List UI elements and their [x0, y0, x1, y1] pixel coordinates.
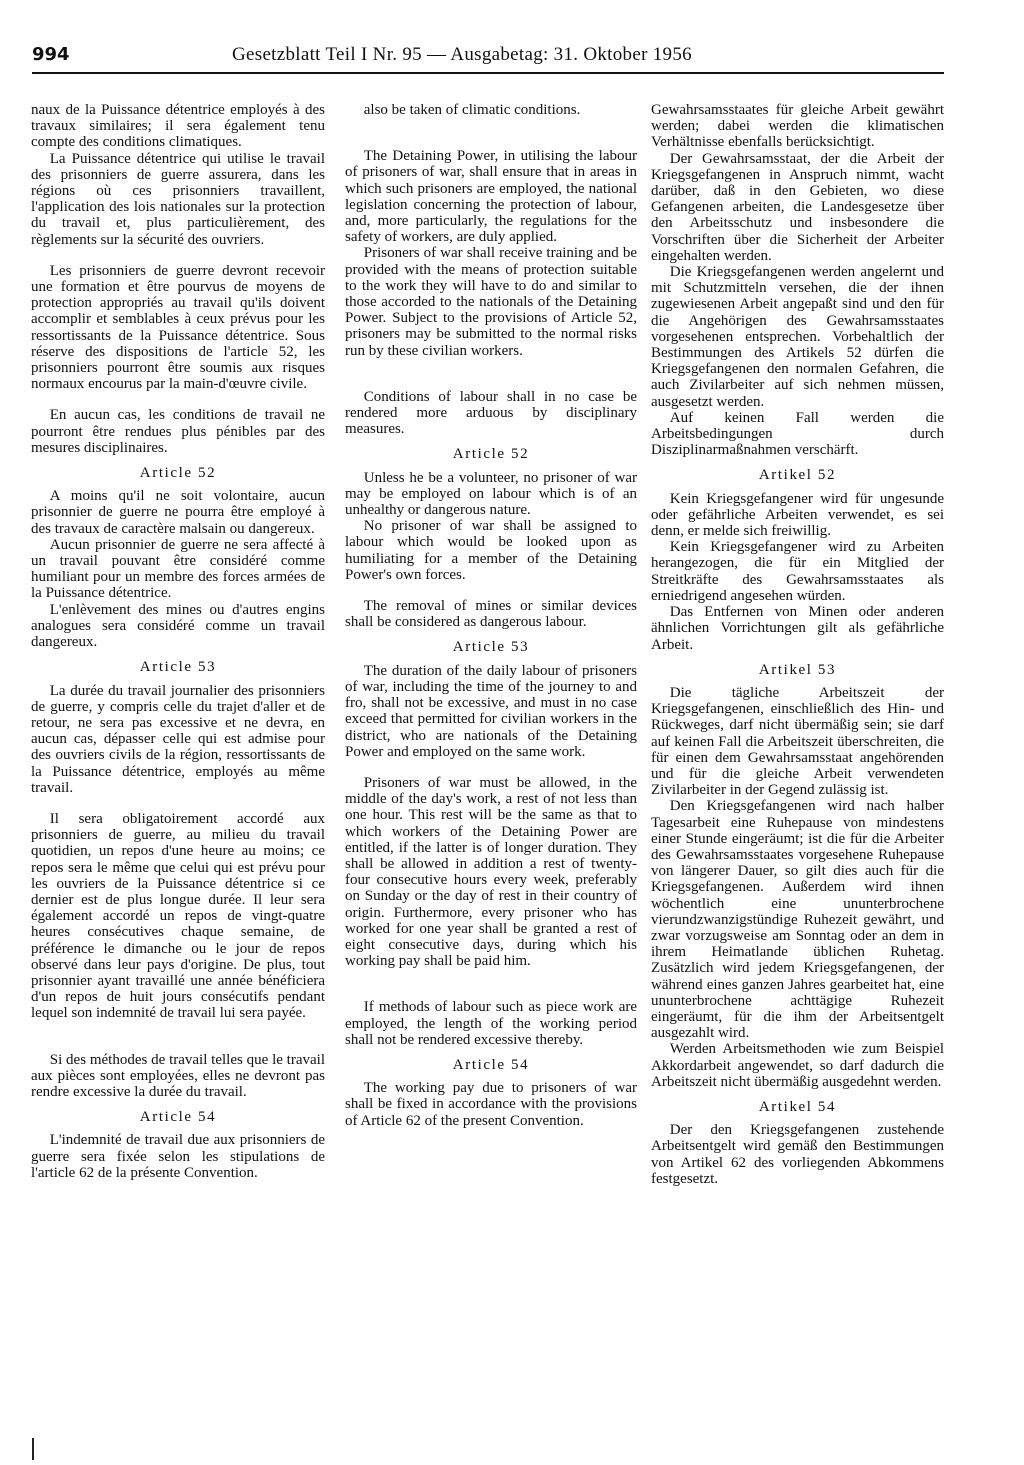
paragraph: La Puissance détentrice qui utilise le travail des prisonniers de guerre assurera, dans les régions où ces prisonniers travaillent, l'application des lois nationales sur la protection du travail et, plus particulièrement, des règlements sur la sécurité des ouvriers.	[31, 150, 325, 248]
paragraph: Der den Kriegsgefangenen zustehende Arbeitsentgelt wird gemäß den Bestimmungen von Artikel 62 des vorliegenden Abkommens festgesetzt.	[651, 1122, 944, 1187]
margin-mark	[32, 1438, 34, 1460]
article-heading: Article 54	[139, 1109, 217, 1126]
paragraph: La durée du travail journalier des prisonniers de guerre, y compris celle du trajet d'aller et de retour, ne sera pas excessive et ne devra, en aucun cas, dépasser celle qui est admise pour des ouvriers civils de la région, ressortissants de la Puissance détentrice, employés au même travail.	[31, 682, 325, 796]
paragraph: Kein Kriegsgefangener wird für ungesunde oder gefährliche Arbeiten verwendet, es sei denn, er melde sich freiwillig.	[651, 490, 944, 540]
article-heading: Artikel 54	[758, 1098, 837, 1115]
paragraph: Conditions of labour shall in no case be rendered more arduous by disciplinary measures.	[345, 388, 637, 438]
paragraph: Die Kriegsgefangenen werden angelernt und mit Schutzmitteln versehen, die der ihnen zugewiesenen Arbeit angepaßt sind und den für die Angehörigen des Gewahrsamsstaates vorgesehenen entsprechen. Vorbehaltlich der Bestimmungen des Artikels 52 dürfen die Kriegsgefangenen den normalen Gefahren, die auch Zivilarbeiter auf sich nehmen müssen, ausgesetzt werden.	[651, 264, 944, 410]
paragraph: The Detaining Power, in utilising the labour of prisoners of war, shall ensure that in areas in which such prisoners are employed, the national legislation concerning the protection of labour, and, more particularly, the regulations for the safety of workers, are duly applied.	[345, 148, 637, 246]
paragraph: Aucun prisonnier de guerre ne sera affecté à un travail pouvant être considéré comme humiliant pour un membre des forces armées de la Puissance détentrice.	[31, 536, 325, 602]
article-heading: Article 53	[139, 659, 217, 676]
paragraph: Si des méthodes de travail telles que le travail aux pièces sont employées, elles ne devront pas rendre excessive la durée du travail.	[31, 1051, 325, 1100]
paragraph: A moins qu'il ne soit volontaire, aucun prisonnier de guerre ne pourra être employé à des travaux de caractère malsain ou dangereux.	[31, 488, 325, 537]
paragraph: L'enlèvement des mines ou d'autres engins analogues sera considéré comme un travail dangereux.	[31, 601, 325, 651]
paragraph: No prisoner of war shall be assigned to labour which would be looked upon as humiliating for a member of the Detaining Power's own forces.	[345, 518, 637, 583]
paragraph: Werden Arbeitsmethoden wie zum Beispiel Akkordarbeit angewendet, so darf dadurch die Arbeitszeit nicht übermäßig ausgedehnt werden.	[651, 1041, 944, 1090]
paragraph: L'indemnité de travail due aux prisonniers de guerre sera fixée selon les stipulations de l'article 62 de la présente Convention.	[31, 1132, 325, 1181]
paragraph: Gewahrsamsstaates für gleiche Arbeit gewährt werden; dabei werden die klimatischen Verhältnisse ebenfalls berücksichtigt.	[651, 102, 944, 151]
german-column	[651, 102, 944, 1187]
paragraph: The removal of mines or similar devices shall be considered as dangerous labour.	[345, 598, 637, 631]
article-heading: Article 54	[452, 1056, 530, 1073]
article-heading: Artikel 52	[758, 467, 837, 484]
paragraph: Kein Kriegsgefangener wird zu Arbeiten herangezogen, die für ein Mitglied der Streitkräfte des Gewahrsamsstaates als erniedrigend angesehen würden.	[651, 539, 944, 604]
paragraph: Auf keinen Fall werden die Arbeitsbedingungen durch Disziplinarmaßnahmen verschärft.	[651, 409, 944, 459]
paragraph: Prisoners of war must be allowed, in the middle of the day's work, a rest of not less than one hour. This rest will be the same as that to which workers of the Detaining Power are entitled, if the latter is of longer duration. They shall be allowed in addition a rest of twenty-four consecutive hours every week, preferably on Sunday or the day of rest in their country of origin. Furthermore, every prisoner who has worked for one year shall be granted a rest of eight consecutive days, during which his working pay shall be paid him.	[345, 774, 637, 970]
paragraph: Prisoners of war shall receive training and be provided with the means of protection suitable to the work they will have to do and similar to those accorded to the nationals of the Detaining Power. Subject to the provisions of Article 52, prisoners may be submitted to the normal risks run by these civilian workers.	[345, 245, 637, 359]
french-column	[31, 102, 325, 1181]
paragraph: En aucun cas, les conditions de travail ne pourront être rendues plus pénibles par des mesures disciplinaires.	[31, 407, 325, 456]
paragraph: Der Gewahrsamsstaat, der die Arbeit der Kriegsgefangenen in Anspruch nimmt, wacht darüber, daß in den Gebieten, wo diese Gefangenen arbeiten, die Landesgesetze über den Arbeitsschutz und insbesondere die Vorschriften über die Sicherheit der Arbeiter eingehalten werden.	[651, 150, 944, 264]
paragraph: The working pay due to prisoners of war shall be fixed in accordance with the provisions of Article 62 of the present Convention.	[345, 1080, 637, 1129]
paragraph: Il sera obligatoirement accordé aux prisonniers de guerre, au milieu du travail quotidien, un repos d'une heure au moins; ce repos sera le même que celui qui est prévu pour les ouvriers de la Puissance détentrice si ce dernier est de plus longue durée. Il leur sera également accordé un repos de vingt-quatre heures consécutives chaque semaine, de préférence le dimanche ou le jour de repos observé dans leur pays d'origine. De plus, tout prisonnier ayant travaillé une année bénéficiera d'un repos de huit jours consécutifs pendant lequel son indemnité de travail lui sera payée.	[31, 810, 325, 1022]
article-heading: Article 52	[139, 465, 217, 482]
article-heading: Article 53	[452, 639, 530, 656]
paragraph: Das Entfernen von Minen oder anderen ähnlichen Vorrichtungen gilt als gefährliche Arbeit.	[651, 604, 944, 653]
paragraph: If methods of labour such as piece work are employed, the length of the working period shall not be rendered excessive thereby.	[345, 999, 637, 1048]
article-heading: Artikel 53	[758, 661, 837, 678]
paragraph: Den Kriegsgefangenen wird nach halber Tagesarbeit eine Ruhepause von mindestens einer Stunde eingeräumt; ist die für die Arbeiter des Gewahrsamsstaates vorgesehene Ruhepause von längerer Dauer, so gilt dies auch für die Kriegsgefangenen. Außerdem wird ihnen wöchentlich eine ununterbrochene vierundzwanzigstündige Ruhezeit gewährt, und zwar vorzugsweise am Sonntag oder an dem in ihrem Heimatlande üblichen Ruhetag. Zusätzlich wird jedem Kriegsgefangenen, der während eines ganzen Jahres gearbeitet hat, eine ununterbrochene achttägige Ruhezeit eingeräumt, für die ihm der Arbeitsentgelt ausgezahlt wird.	[651, 798, 944, 1042]
paragraph: The duration of the daily labour of prisoners of war, including the time of the journey to and fro, shall not be excessive, and must in no case exceed that permitted for civilian workers in the district, who are nationals of the Detaining Power and employed on the same work.	[345, 662, 637, 760]
paragraph: Unless he be a volunteer, no prisoner of war may be employed on labour which is of an unhealthy or dangerous nature.	[345, 469, 637, 519]
paragraph: naux de la Puissance détentrice employés à des travaux similaires; il sera également tenu compte des conditions climatiques.	[31, 102, 325, 151]
english-column	[345, 102, 637, 1129]
page-header	[32, 44, 944, 74]
gazette-title: Gesetzblatt Teil I Nr. 95 — Ausgabetag: 31. Oktober 1956	[232, 44, 692, 65]
paragraph: also be taken of climatic conditions.	[363, 102, 581, 118]
paragraph: Die tägliche Arbeitszeit der Kriegsgefangenen, einschließlich des Hin- und Rückweges, darf nicht übermäßig sein; sie darf auf keinen Fall die Arbeitszeit überschreiten, die für einen dem Gewahrsamsstaat angehörenden und für die gleiche Arbeit verwendeten Zivilarbeiter in der Gegend zulässig ist.	[651, 684, 944, 799]
page-number: 994	[32, 44, 70, 65]
article-heading: Article 52	[452, 446, 530, 463]
paragraph: Les prisonniers de guerre devront recevoir une formation et être pourvus de moyens de protection appropriés au travail qu'ils doivent accomplir et semblables à ceux prévus pour les ressortissants de la Puissance détentrice. Sous réserve des dispositions de l'article 52, les prisonniers pourront être soumis aux risques normaux encourus par la main-d'œuvre civile.	[31, 262, 325, 393]
